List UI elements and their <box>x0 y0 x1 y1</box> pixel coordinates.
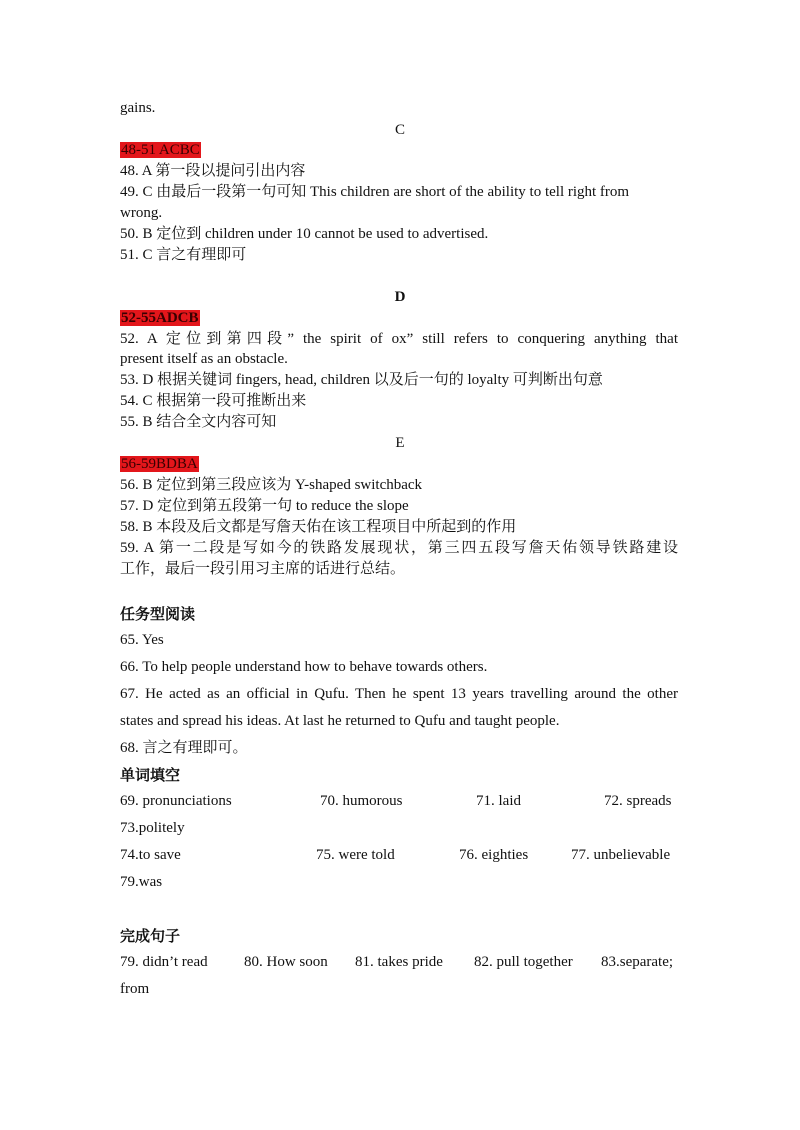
answer-54: 54. C 根据第一段可推断出来 <box>120 393 307 409</box>
answer-75: 75. were told <box>316 847 395 863</box>
answer-55: 55. B 结合全文内容可知 <box>120 414 277 430</box>
section-c-letter: C <box>394 122 405 138</box>
answer-71: 71. laid <box>476 793 521 809</box>
answer-58: 58. B 本段及后文都是写詹天佑在该工程项目中所起到的作用 <box>120 519 517 535</box>
answer-52-wrap: present itself as an obstacle. <box>120 351 288 367</box>
answer-83-wrap: from <box>120 981 150 997</box>
answer-77: 77. unbelievable <box>571 847 671 863</box>
answer-65: 65. Yes <box>120 632 164 648</box>
answer-72: 72. spreads <box>604 793 672 809</box>
answer-51: 51. C 言之有理即可 <box>120 247 247 263</box>
word-fill-heading: 单词填空 <box>120 766 181 784</box>
answer-69: 69. pronunciations <box>120 793 232 809</box>
answer-49: 49. C 由最后一段第一句可知 This children are short of the ability to tell right from <box>120 184 630 200</box>
answer-48: 48. A 第一段以提问引出内容 <box>120 163 306 179</box>
answer-81: 81. takes pride <box>355 954 443 970</box>
top-fragment: gains. <box>120 100 156 116</box>
section-c-answer-key: 48-51 ACBC <box>121 142 200 158</box>
answer-67-wrap: states and spread his ideas. At last he returned to Qufu and taught people. <box>120 713 560 729</box>
answer-83: 83.separate; <box>601 954 674 970</box>
answer-73: 73.politely <box>120 820 185 836</box>
answer-66: 66. To help people understand how to behave towards others. <box>120 659 488 675</box>
answer-68: 68. 言之有理即可。 <box>120 740 248 756</box>
answer-52: 52. A 定位到第四段” the spirit of ox” still refers to conquering anything that <box>120 331 678 347</box>
answer-82: 82. pull together <box>474 954 573 970</box>
answer-59-wrap: 工作，最后一段引用习主席的话进行总结。 <box>120 561 406 577</box>
answer-56: 56. B 定位到第三段应该为 Y-shaped switchback <box>120 477 423 493</box>
section-e-answer-key: 56-59BDBA <box>121 456 198 472</box>
answer-80: 80. How soon <box>244 954 328 970</box>
task-reading-heading: 任务型阅读 <box>120 605 196 623</box>
answer-53: 53. D 根据关键词 fingers, head, children 以及后一句的 loyalty 可判断出句意 <box>120 372 603 388</box>
answer-70: 70. humorous <box>320 793 403 809</box>
answer-79-was: 79.was <box>120 874 163 890</box>
answer-59: 59. A 第一二段是写如今的铁路发展现状，第三四五段写詹天佑领导铁路建设 <box>120 540 678 556</box>
section-e-letter: E <box>395 435 405 451</box>
answer-74: 74.to save <box>120 847 181 863</box>
answer-76: 76. eighties <box>459 847 529 863</box>
answer-67: 67. He acted as an official in Qufu. Then he spent 13 years travelling around the other <box>120 686 678 702</box>
answer-79-sentence: 79. didn’t read <box>120 954 208 970</box>
answer-49-wrap: wrong. <box>120 205 163 221</box>
section-d-answer-key: 52-55ADCB <box>121 310 199 326</box>
section-d-letter: D <box>394 289 406 305</box>
answer-57: 57. D 定位到第五段第一句 to reduce the slope <box>120 498 409 514</box>
sentence-completion-heading: 完成句子 <box>120 927 181 945</box>
answer-50: 50. B 定位到 children under 10 cannot be used to advertised. <box>120 226 489 242</box>
